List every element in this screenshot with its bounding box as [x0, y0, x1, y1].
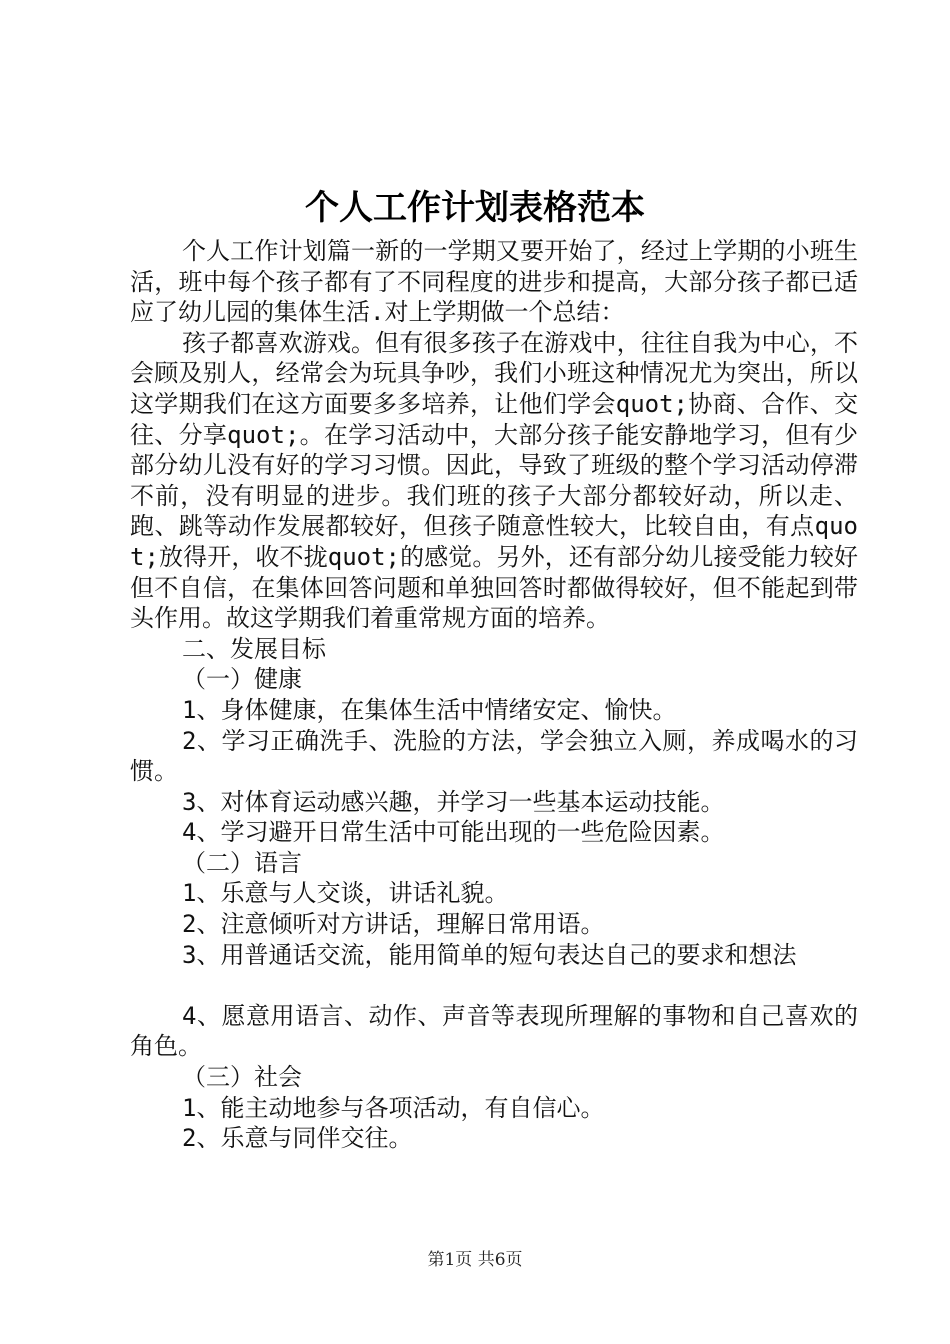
document-body [130, 236, 858, 1154]
list-item: 2、学习正确洗手、洗脸的方法，学会独立入厕，养成喝水的习惯。 [130, 726, 858, 786]
list-item: 3、用普通话交流，能用简单的短句表达自己的要求和想法 [182, 940, 797, 969]
page-footer: 第1页 共6页 [427, 1250, 523, 1270]
list-item: 1、能主动地参与各项活动，有自信心。 [182, 1093, 605, 1122]
list-item: 4、学习避开日常生活中可能出现的一些危险因素。 [182, 818, 725, 847]
list-item: 1、身体健康，在集体生活中情绪安定、愉快。 [182, 695, 677, 724]
subsection-heading-society: （三）社会 [182, 1063, 302, 1092]
list-item: 1、乐意与人交谈，讲话礼貌。 [182, 879, 509, 908]
subsection-heading-language: （二）语言 [182, 848, 302, 877]
subsection-heading-health: （一）健康 [182, 665, 302, 694]
section-heading-goals: 二、发展目标 [182, 634, 326, 663]
list-item: 2、乐意与同伴交往。 [182, 1124, 413, 1153]
blank-line [130, 970, 858, 1001]
list-item: 3、对体育运动感兴趣，并学习一些基本运动技能。 [182, 787, 725, 816]
paragraph-intro: 个人工作计划篇一新的一学期又要开始了，经过上学期的小班生活，班中每个孩子都有了不同程度的进步和提高，大部分孩子都已适应了幼儿园的集体生活.对上学期做一个总结： [130, 237, 858, 327]
paragraph-summary: 孩子都喜欢游戏。但有很多孩子在游戏中，往往自我为中心，不会顾及别人，经常会为玩具争吵，我们小班这种情况尤为突出，所以这学期我们在这方面要多多培养，让他们学会quot;协商、合作、交往、分享quot;。在学习活动中，大部分孩子能安静地学习，但有少部分幼儿没有好的学习习惯。因此，导致了班级的整个学习活动停滞不前，没有明显的进步。我们班的孩子大部分都较好动，所以走、跑、跳等动作发展都较好，但孩子随意性较大，比较自由，有点quot;放得开，收不拢quot;的感觉。另外，还有部分幼儿接受能力较好但不自信，在集体回答问题和单独回答时都做得较好，但不能起到带头作用。故这学期我们着重常规方面的培养。 [130, 328, 858, 633]
list-item: 2、注意倾听对方讲话，理解日常用语。 [182, 910, 605, 939]
list-item: 4、愿意用语言、动作、声音等表现所理解的事物和自己喜欢的角色。 [130, 1001, 858, 1061]
document-title: 个人工作计划表格范本 [305, 188, 645, 228]
